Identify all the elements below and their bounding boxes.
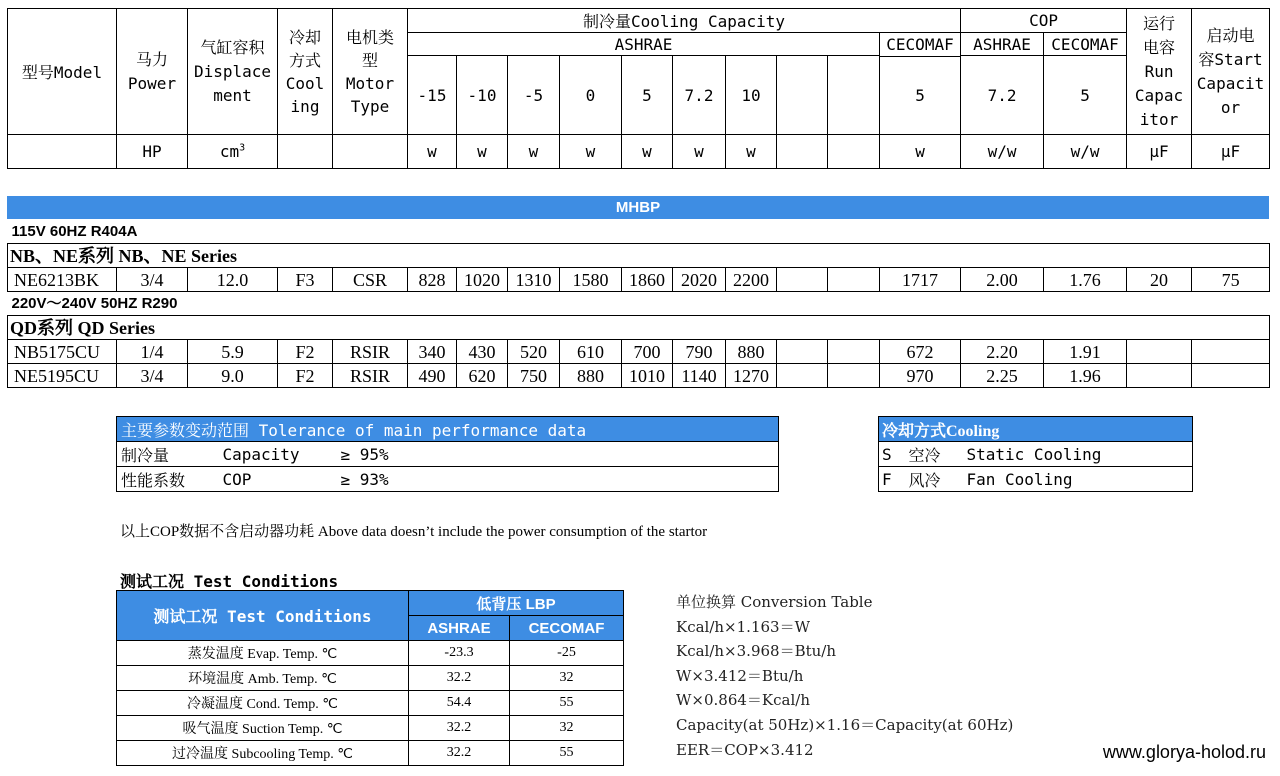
temp-cell [828,56,880,135]
run-cap-cell: 20 [1127,268,1192,292]
cap-cell: 1860 [622,268,673,292]
unit-cell [278,135,333,169]
tolerance-title: 主要参数变动范围 Tolerance of main performance data [117,417,779,442]
start-cap-cell [1192,364,1270,388]
cooling-cn: 空冷 [909,442,967,467]
cap-cell: 2020 [673,268,726,292]
unit-disp: $cm^3$ [188,135,278,169]
cop-cecomaf-temp: 5 [1044,56,1127,135]
table-row [117,442,779,467]
conversion-line: EER＝COP×3.412 [676,740,814,759]
cool-cell: F3 [278,268,333,292]
conversion-table [676,590,1013,762]
cap-cell: 620 [457,364,508,388]
table-row [117,716,624,741]
test-ashrae: ASHRAE [409,616,510,641]
unit-w: w [726,135,777,169]
cool-cell: F2 [278,364,333,388]
cap-cell: 1310 [508,268,560,292]
unit-cell [8,135,117,169]
header-ashrae: ASHRAE [408,33,880,56]
disp-cell: 5.9 [188,340,278,364]
unit-w: w [673,135,726,169]
motor-cell: CSR [333,268,408,292]
unit-ww: w/w [1044,135,1127,169]
tolerance-val: ≥ 95% [341,442,779,467]
cop-note: 以上COP数据不含启动器功耗 Above data doesn’t include the power consumption of the startor [120,524,708,540]
header-run-capacitor: 运行 电容 Run Capac itor [1127,9,1192,135]
unit-cell [777,135,828,169]
cop-ashrae-cell: 2.20 [961,340,1044,364]
model-cell: NE6213BK [8,268,117,292]
mhbp-band: MHBP [7,196,1269,219]
unit-cell [333,135,408,169]
table-row [117,691,624,716]
test-label: 蒸发温度 Evap. Temp. ℃ [117,641,409,666]
motor-cell: RSIR [333,340,408,364]
tolerance-en: COP [223,467,341,492]
test-conditions-heading: 测试工况 Test Conditions [120,572,339,591]
cap-cell: 700 [622,340,673,364]
run-cap-cell [1127,364,1192,388]
conversion-line: Kcal/h×3.968＝Btu/h [676,642,836,661]
start-cap-cell [1192,340,1270,364]
tolerance-cn: 性能系数 [117,467,223,492]
table-row [117,641,624,666]
cap-cell: 1580 [560,268,622,292]
cap-cell [777,340,828,364]
run-cap-cell [1127,340,1192,364]
test-label: 冷凝温度 Cond. Temp. ℃ [117,691,409,716]
header-motor-type: 电机类 型 Motor Type [333,9,408,135]
temp-cell: -5 [508,56,560,135]
model-cell: NE5195CU [8,364,117,388]
tolerance-en: Capacity [223,442,341,467]
temp-cell: -15 [408,56,457,135]
unit-w: w [880,135,961,169]
unit-uf: μF [1127,135,1192,169]
disp-cell: 9.0 [188,364,278,388]
cap-cell: 490 [408,364,457,388]
model-cell: NB5175CU [8,340,117,364]
cecomaf-cell: 672 [880,340,961,364]
header-displacement: 气缸容积 Displace ment [188,9,278,135]
cooling-type-table [878,416,1193,492]
cap-cell: 610 [560,340,622,364]
start-cap-cell: 75 [1192,268,1270,292]
header-model: 型号Model [8,9,117,135]
hp-cell: 3/4 [117,268,188,292]
disp-cell: 12.0 [188,268,278,292]
cool-cell: F2 [278,340,333,364]
cap-cell [828,364,880,388]
test-ashrae-val: -23.3 [409,641,510,666]
unit-w: w [508,135,560,169]
cooling-cn: 风冷 [909,467,967,492]
cap-cell: 880 [560,364,622,388]
cop-cecomaf-cell: 1.91 [1044,340,1127,364]
header-start-capacitor: 启动电 容Start Capacit or [1192,9,1270,135]
product-data-table [7,220,1270,388]
table-row [117,666,624,691]
tolerance-cn: 制冷量 [117,442,223,467]
conversion-line: W×0.864＝Kcal/h [676,691,810,710]
unit-uf: μF [1192,135,1270,169]
tolerance-table [116,416,779,492]
conversion-line: Kcal/h×1.163＝W [676,617,810,636]
tolerance-val: ≥ 93% [341,467,779,492]
header-capacity: 制冷量Cooling Capacity [408,9,961,33]
temp-cell: -10 [457,56,508,135]
cooling-en: Static Cooling [967,442,1193,467]
cap-cell [777,268,828,292]
unit-w: w [622,135,673,169]
test-label: 过冷温度 Subcooling Temp. ℃ [117,741,409,766]
cecomaf-cell: 970 [880,364,961,388]
table-row [879,442,1193,467]
unit-power: HP [117,135,188,169]
conversion-title: 单位换算 Conversion Table [676,593,873,611]
cop-ashrae-temp: 7.2 [961,56,1044,135]
hp-cell: 3/4 [117,364,188,388]
motor-cell: RSIR [333,364,408,388]
test-lbp: 低背压 LBP [409,591,624,616]
temp-cell: 0 [560,56,622,135]
cooling-title: 冷却方式Cooling [879,417,1193,442]
test-cecomaf-val: 32 [510,666,624,691]
cop-cecomaf-cell: 1.96 [1044,364,1127,388]
table-row [8,340,1270,364]
cap-cell: 1020 [457,268,508,292]
unit-w: w [408,135,457,169]
cap-cell: 750 [508,364,560,388]
cooling-code: S [879,442,909,467]
group1-spec: 115V 60HZ R404A [11,222,138,240]
hp-cell: 1/4 [117,340,188,364]
table-row [879,467,1193,492]
cap-cell: 2200 [726,268,777,292]
cap-cell: 520 [508,340,560,364]
unit-w: w [560,135,622,169]
cap-cell: 828 [408,268,457,292]
test-ashrae-val: 32.2 [409,741,510,766]
spec-header-table [7,8,1270,169]
test-cecomaf: CECOMAF [510,616,624,641]
table-row [8,364,1270,388]
temp-cell [777,56,828,135]
cap-cell: 790 [673,340,726,364]
conversion-line: Capacity(at 50Hz)×1.16＝Capacity(at 60Hz) [676,715,1014,734]
temp-cell: 7.2 [673,56,726,135]
group1-series: NB、NE系列 NB、NE Series [8,244,1270,268]
test-cecomaf-val: 55 [510,741,624,766]
test-ashrae-val: 32.2 [409,666,510,691]
test-ashrae-val: 54.4 [409,691,510,716]
temp-cell: 5 [622,56,673,135]
table-row [117,467,779,492]
cap-cell: 1140 [673,364,726,388]
cap-cell: 430 [457,340,508,364]
test-label: 环境温度 Amb. Temp. ℃ [117,666,409,691]
header-cop: COP [961,9,1127,33]
test-label: 吸气温度 Suction Temp. ℃ [117,716,409,741]
cap-cell: 1270 [726,364,777,388]
test-conditions-table [116,590,624,766]
temp-cell: 10 [726,56,777,135]
cop-cecomaf-cell: 1.76 [1044,268,1127,292]
header-power: 马力 Power [117,9,188,135]
cap-cell: 880 [726,340,777,364]
table-row [8,268,1270,292]
test-cecomaf-val: 32 [510,716,624,741]
group2-series: QD系列 QD Series [8,316,1270,340]
test-cecomaf-val: 55 [510,691,624,716]
cap-cell [828,268,880,292]
group2-spec: 220V～240V 50HZ R290 [8,292,1270,316]
test-cecomaf-val: -25 [510,641,624,666]
cooling-en: Fan Cooling [967,467,1193,492]
cecomaf-cell: 1717 [880,268,961,292]
header-cop-ashrae: ASHRAE [961,33,1044,56]
website-watermark[interactable]: www.glorya-holod.ru [1102,742,1266,762]
table-row [117,741,624,766]
cooling-code: F [879,467,909,492]
cap-cell: 340 [408,340,457,364]
header-cecomaf-temp-label: CECOMAF 5 [880,33,961,135]
unit-ww: w/w [961,135,1044,169]
cop-ashrae-cell: 2.25 [961,364,1044,388]
header-cooling: 冷却 方式 Cool ing [278,9,333,135]
cap-cell [828,340,880,364]
cop-ashrae-cell: 2.00 [961,268,1044,292]
conversion-line: W×3.412＝Btu/h [676,666,804,685]
cap-cell [777,364,828,388]
unit-w: w [457,135,508,169]
header-cop-cecomaf: CECOMAF [1044,33,1127,56]
test-col-head: 测试工况 Test Conditions [117,591,409,641]
unit-cell [828,135,880,169]
cap-cell: 1010 [622,364,673,388]
test-ashrae-val: 32.2 [409,716,510,741]
